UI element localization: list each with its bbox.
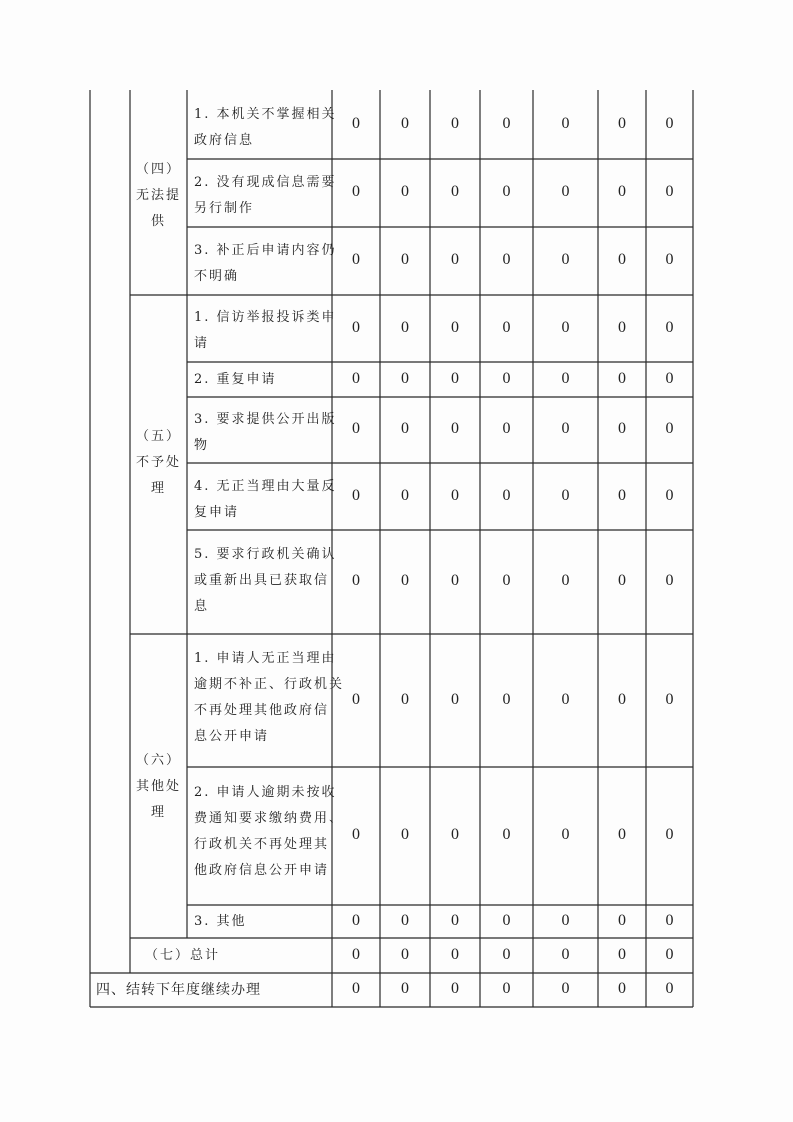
value-cell: 0 [561, 980, 570, 997]
value-cell: 0 [561, 826, 570, 843]
value-cell: 0 [401, 251, 409, 268]
value-cell: 0 [451, 826, 459, 843]
value-cell: 0 [352, 370, 360, 387]
value-cell: 0 [618, 370, 626, 387]
value-cell: 0 [618, 183, 626, 200]
value-cell: 0 [352, 912, 360, 929]
value-cell: 0 [665, 572, 674, 589]
value-cell: 0 [665, 912, 674, 929]
value-cell: 0 [401, 572, 409, 589]
value-cell: 0 [502, 826, 511, 843]
value-cell: 0 [502, 319, 511, 336]
value-cell: 0 [665, 420, 674, 437]
value-cell: 0 [618, 319, 626, 336]
value-cell: 0 [665, 946, 674, 963]
row-label: 3. 其他 [194, 914, 247, 929]
group-label-4: （四） 无法提 供 [135, 162, 181, 229]
value-cell: 0 [451, 251, 459, 268]
value-cell: 0 [451, 420, 459, 437]
value-cell: 0 [352, 487, 360, 504]
value-cell: 0 [561, 572, 570, 589]
value-cell: 0 [502, 572, 511, 589]
carry-label: 四、结转下年度继续办理 [96, 982, 261, 998]
value-cell: 0 [618, 980, 626, 997]
value-cell: 0 [451, 183, 459, 200]
value-cell: 0 [618, 487, 626, 504]
value-cell: 0 [451, 572, 459, 589]
value-cell: 0 [502, 251, 511, 268]
row-label: 2. 申请人逾期未按收 费通知要求缴纳费用、 行政机关不再处理其 他政府信息公开申请 [194, 785, 345, 878]
value-cell: 0 [352, 946, 360, 963]
row-label: 3. 补正后申请内容仍 不明确 [194, 243, 337, 284]
value-cell: 0 [665, 183, 674, 200]
row-label: 4. 无正当理由大量反 复申请 [194, 479, 337, 520]
value-cell: 0 [665, 826, 674, 843]
value-cell: 0 [561, 912, 570, 929]
row-label: 1. 申请人无正当理由 逾期不补正、行政机关 不再处理其他政府信 息公开申请 [194, 651, 345, 744]
value-cell: 0 [561, 420, 570, 437]
value-cell: 0 [502, 487, 511, 504]
value-cell: 0 [451, 115, 459, 132]
value-cell: 0 [665, 370, 674, 387]
value-cell: 0 [561, 115, 570, 132]
value-cell: 0 [401, 370, 409, 387]
value-cell: 0 [451, 319, 459, 336]
value-cell: 0 [618, 420, 626, 437]
group-label-6: （六） 其他处 理 [135, 753, 181, 820]
value-cell: 0 [665, 319, 674, 336]
value-cell: 0 [561, 183, 570, 200]
value-cell: 0 [451, 980, 459, 997]
value-cell: 0 [451, 370, 459, 387]
value-cell: 0 [618, 912, 626, 929]
value-cell: 0 [352, 251, 360, 268]
value-cell: 0 [401, 420, 409, 437]
value-cell: 0 [401, 826, 409, 843]
value-cell: 0 [618, 691, 626, 708]
value-cell: 0 [665, 115, 674, 132]
value-cell: 0 [618, 572, 626, 589]
value-cell: 0 [352, 183, 360, 200]
value-cell: 0 [401, 115, 409, 132]
value-cell: 0 [352, 691, 360, 708]
value-cell: 0 [451, 912, 459, 929]
value-cell: 0 [401, 912, 409, 929]
value-cell: 0 [665, 980, 674, 997]
value-cell: 0 [352, 826, 360, 843]
value-cell: 0 [401, 487, 409, 504]
group-label-5: （五） 不予处 理 [135, 429, 181, 496]
value-cell: 0 [352, 115, 360, 132]
value-cell: 0 [502, 980, 511, 997]
value-cell: 0 [502, 115, 511, 132]
value-cell: 0 [352, 420, 360, 437]
row-label: 1. 信访举报投诉类申 请 [194, 310, 337, 351]
value-cell: 0 [618, 115, 626, 132]
value-cell: 0 [401, 946, 409, 963]
value-cell: 0 [561, 691, 570, 708]
value-cell: 0 [502, 420, 511, 437]
value-cell: 0 [561, 946, 570, 963]
value-cell: 0 [665, 487, 674, 504]
value-cell: 0 [451, 946, 459, 963]
value-cell: 0 [502, 183, 511, 200]
value-cell: 0 [618, 826, 626, 843]
value-cell: 0 [561, 370, 570, 387]
value-cell: 0 [665, 251, 674, 268]
value-cell: 0 [618, 946, 626, 963]
value-cell: 0 [561, 487, 570, 504]
value-cell: 0 [401, 691, 409, 708]
total-label: （七）总计 [145, 948, 221, 963]
value-cell: 0 [401, 980, 409, 997]
row-label: 2. 没有现成信息需要 另行制作 [194, 175, 337, 216]
value-cell: 0 [502, 370, 511, 387]
row-label: 2. 重复申请 [194, 372, 277, 387]
value-cell: 0 [352, 980, 360, 997]
row-label: 3. 要求提供公开出版 物 [194, 412, 337, 453]
value-cell: 0 [665, 691, 674, 708]
value-cell: 0 [352, 319, 360, 336]
value-cell: 0 [502, 946, 511, 963]
value-cell: 0 [618, 251, 626, 268]
row-label: 5. 要求行政机关确认 或重新出具已获取信 息 [194, 547, 337, 614]
value-cell: 0 [401, 319, 409, 336]
value-cell: 0 [561, 319, 570, 336]
value-cell: 0 [451, 691, 459, 708]
value-cell: 0 [502, 912, 511, 929]
row-label: 1. 本机关不掌握相关 政府信息 [194, 107, 337, 148]
value-cell: 0 [401, 183, 409, 200]
value-cell: 0 [561, 251, 570, 268]
value-cell: 0 [352, 572, 360, 589]
value-cell: 0 [502, 691, 511, 708]
value-cell: 0 [451, 487, 459, 504]
